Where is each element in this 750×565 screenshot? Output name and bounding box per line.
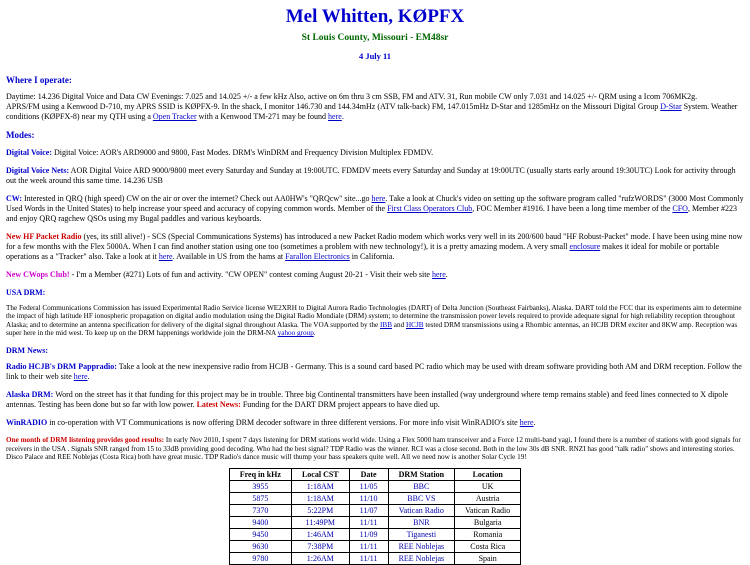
alaska-text-1: Word on the street has it that funding for this project may be in trouble. Three big Continental transmitters have been installed (way underground where temp remains stable) and feed lines connected to X dipole antennas. Testing has been done but so far with low power. (6, 390, 729, 410)
modes-heading: Modes: (6, 130, 35, 141)
cell-date: 11/09 (349, 528, 388, 540)
one-month-drm-paragraph (6, 436, 744, 462)
cell-station: Vatican Radio (388, 504, 455, 516)
hcjb-paragraph (6, 362, 744, 382)
page-title: Mel Whitten, KØPFX (285, 6, 465, 27)
one-month-drm-heading: One month of DRM listening provides good results: (6, 436, 165, 445)
usa-drm-heading: USA DRM: (6, 287, 46, 297)
cell-location: UK (455, 480, 521, 492)
winradio-heading: WinRADIO (6, 418, 48, 428)
page-root (0, 6, 750, 565)
cell-location: Costa Rica (455, 540, 521, 552)
cell-freq: 9630 (229, 540, 291, 552)
cwops-text-1: - I'm a Member (#271) Lots of fun and activity. "CW OPEN" contest coming August 20-21 - Visit their web site (69, 269, 432, 279)
modes-text: Digital Voice: AOR's ARD9000 and 9800, Fast Modes. DRM's WinDRM and Frequency Division Multiplex FDMDV. (54, 147, 434, 157)
cell-location: Vatican Radio (455, 504, 521, 516)
open-tracker-link[interactable]: Open Tracker (152, 112, 197, 122)
page-subtitle: St Louis County, Missouri - EM48sr (301, 33, 449, 43)
winradio-paragraph (6, 418, 744, 428)
table-header-row (229, 468, 520, 480)
cell-date: 11/07 (349, 504, 388, 516)
qrqcw-here-link[interactable]: here (371, 193, 386, 203)
cell-time: 1:46AM (291, 528, 349, 540)
column-local-cst: Local CST (291, 468, 349, 480)
enclosure-link[interactable]: enclosure (569, 241, 601, 251)
fcoc-link[interactable]: First Class Operators Club (387, 203, 473, 213)
cell-location: Spain (455, 552, 521, 564)
cwops-paragraph: New CWops Club! - I'm a Member (#271) Lots of fun and activity. "CW OPEN" contest coming August 20-21 - Visit their web site here. (6, 269, 448, 279)
column-date: Date (349, 468, 388, 480)
cw-text-4: , Member #223 and enjoy QRQ ragchew QSOs using my Bugal paddles and various keyboards. (6, 203, 738, 223)
cwops-heading: New CWops Club! (6, 269, 70, 279)
table-row (229, 528, 520, 540)
farallon-link[interactable]: Farallon Electronics (285, 251, 350, 261)
hf-packet-text-4: in California. (349, 251, 395, 261)
cell-station: BNR (388, 516, 455, 528)
table-row (229, 504, 520, 516)
usa-drm-text-2: and (391, 320, 406, 329)
usa-drm-text-3: tested DRM transmissions using a Rhombic antennas, an HCJB DRM exciter and 8KW amp. Reception was super here in the mid west. To keep up on the DRM happenings worldwide join the DRM-NA (6, 320, 738, 338)
article-body (0, 75, 750, 565)
table-row (229, 480, 520, 492)
usa-drm-paragraph (6, 304, 744, 339)
usa-drm-text-4: . (313, 329, 316, 338)
table-row (229, 540, 520, 552)
cell-station: BBC VS (388, 492, 455, 504)
usa-drm-text-1: The Federal Communications Commission has issued Experimental Radio Service license WE2XRH to Digital Aurora Radio Technologies (DART) of Delta Junction (Southeast Fairbanks), Alaska. DART told the FCC that its experiments aim to determine the impact of high latitude HF ionospheric propagation on digital audio modulation using the Digital Radio Mondiale (DRM) system; to determine the transmission power levels required to provide adequate signal for high reliability reception throughout Alaska; and to determine an antenna specification for delivery of the digital signal throughout Alaska. The VOA supported by the (6, 303, 742, 329)
cell-time: 1:18AM (291, 480, 349, 492)
table-row (229, 492, 520, 504)
hcjb-here-link[interactable]: here (73, 372, 88, 382)
cell-station: REE Noblejas (388, 552, 455, 564)
dstar-link[interactable]: D-Star (660, 102, 682, 112)
where-i-operate-heading: Where I operate: (6, 75, 72, 85)
cell-station: BBC (388, 480, 455, 492)
cell-freq: 9780 (229, 552, 291, 564)
cell-time: 1:26AM (291, 552, 349, 564)
weather-here-link[interactable]: here (328, 112, 342, 122)
cell-freq: 7370 (229, 504, 291, 516)
cell-date: 11/11 (349, 552, 388, 564)
hcjb-text-2: . (87, 372, 90, 382)
aprs-text-part3: with a Kenwood TM-271 may be found (196, 112, 329, 122)
hf-packet-paragraph (6, 232, 744, 262)
column-freq-khz: Freq in kHz (229, 468, 291, 480)
cell-time: 5:22PM (291, 504, 349, 516)
cw-paragraph (6, 194, 744, 224)
cell-freq: 5875 (229, 492, 291, 504)
column-drm-station: DRM Station (388, 468, 455, 480)
cell-location: Austria (455, 492, 521, 504)
cwops-here-link[interactable]: here (431, 269, 446, 279)
table-row (229, 516, 520, 528)
cell-freq: 9400 (229, 516, 291, 528)
column-location: Location (455, 468, 521, 480)
cell-station: Tiganesti (388, 528, 455, 540)
cw-text-2: . Take a look at Chuck's video on setting up the software program called "rufzWORDS" (3000 Most Commonly Used Words in the United States) to help increase your speed and accuracy of copying common words. Member of the (6, 193, 744, 213)
alaska-text-2: Funding for the DART DRM project appears to have died up. (240, 400, 440, 410)
hf-packet-text-2: makes it ideal for mobile or portable operations as a "Tracker" also. Take a look at it (6, 241, 720, 261)
daytime-text: Daytime: 14.236 Digital Voice and Data CW Evenings: 7.025 and 14.025 +/- a few kHz Also, active on 6m thru 3 cm SSB, FM and ATV. 31, Run mobile CW only 7.031 and 14.025 +/- QRM using a Icom 706MK2g. (6, 92, 698, 102)
hf-packet-here-link[interactable]: here (158, 251, 173, 261)
hcjb-text-1: Take a look at the new inexpensive radio from HCJB - Germany. This is a sound card based PC radio which may be used with dream software providing both AM and DRM reception. Follow the link to their web site (6, 362, 742, 382)
dv-nets-paragraph (6, 166, 744, 186)
cell-location: Romania (455, 528, 521, 540)
dv-nets-heading: Digital Voice Nets: (6, 165, 70, 175)
cw-heading: CW: (6, 193, 22, 203)
where-i-operate-paragraph: Daytime: 14.236 Digital Voice and Data CW Evenings: 7.025 and 14.025 +/- a few kHz Also, active on 6m thru 3 cm SSB, FM and ATV. 31, Run mobile CW only 7.031 and 14.025 +/- QRM using a Icom 706MK2g. APRS/FM using a Kenwood D-710, my APRS SSID is KØPFX-9. In the shack, I monitor 146.730 and 144.34mHz (ATV talk-back) FM, 147.015mHz D-Star and 1285mHz on the Missouri Digital Group D-Star System. Weather conditions (KØPFX-8) near my QTH using a Open Tracker with a Kenwood TM-271 may be found here. (6, 92, 738, 122)
drm-news-heading: DRM News: (6, 346, 48, 356)
winradio-text-1: in co-operation with VT Communications is now offering DRM decoder software in three different versions. For more info visit WinRADIO's site (47, 418, 520, 428)
cell-time: 1:18AM (291, 492, 349, 504)
one-month-drm-text: In early Nov 2010, I spent 7 days listening for DRM stations world wide. Using a Flex 5000 ham transceiver and a Force 12 multi-band yagi, I found there is a number of stations with good signals for receivers in the USA . Signals SNR ranged from 15 to 33dB providing good decoding. Who had the best signal? TDP Radio was the winner. RCI was a close second. Both in the low 30s dB SNR. RNZI has good "talk radio" shows and interesting stories. Disco Palace and REE Noblejas (Costa Rica) both have great music. TDP Radio's dance music will thump your bass speakers quite well. All we need now is another Solar Cycle 19! (6, 436, 741, 462)
page-date: 4 July 11 (358, 51, 392, 61)
cell-time: 11:49PM (291, 516, 349, 528)
hf-packet-text-3: . Available in US from the hams at (172, 251, 286, 261)
hcjb-link[interactable]: HCJB (405, 320, 424, 329)
hf-packet-text-1: (yes, its still alive!) - SCS (Special Communications Systems) has introduced a new Packet Radio modem which works very well in its 200/600 baud "HF Robust-Packet" mode. I have been using mine now for a few months with the Flex 5000A. When I can find another station using one too (sometimes a problem with new technology!), it is a pretty amazing modem. A very small (6, 231, 743, 251)
alaska-drm-paragraph (6, 390, 744, 410)
digital-voice-label: Digital Voice: (6, 147, 52, 157)
cell-time: 7:38PM (291, 540, 349, 552)
winradio-text-2: . (533, 418, 536, 428)
alaska-drm-heading: Alaska DRM: (6, 390, 54, 400)
cell-date: 11/10 (349, 492, 388, 504)
ibb-link[interactable]: IBB (380, 320, 392, 329)
cell-station: REE Noblejas (388, 540, 455, 552)
modes-paragraph (6, 148, 744, 158)
hcjb-pappradio-heading: Radio HCJB's DRM Pappradio: (6, 362, 117, 372)
cell-date: 11/05 (349, 480, 388, 492)
cell-location: Bulgaria (455, 516, 521, 528)
table-row (229, 552, 520, 564)
alaska-latest-news-label: Latest News: (196, 400, 241, 410)
aprs-text-part1: APRS/FM using a Kenwood D-710, my APRS SSID is KØPFX-9. In the shack, I monitor 146.730 and 144.34mHz (ATV talk-back) FM, 147.015mHz D-Star and 1285mHz on the Missouri Digital Group (6, 102, 661, 112)
cell-date: 11/11 (349, 540, 388, 552)
cfo-link[interactable]: CFO (672, 203, 688, 213)
hf-packet-heading: New HF Packet Radio (6, 231, 82, 241)
cell-date: 11/11 (349, 516, 388, 528)
cw-text-1: Interested in QRQ (high speed) CW on the air or over the internet? Check out AA0HW's "QRQcw" site...go (22, 193, 372, 203)
cell-freq: 9450 (229, 528, 291, 540)
aprs-text-part2: System. Weather conditions (KØPFX-8) near my QTH using a (6, 102, 738, 122)
dv-nets-text: AOR Digital Voice ARD 9000/9800 meet every Saturday and Sunday at 19:00UTC. FDMDV meets every Saturday and Sunday at 19:00UTC (usually starts early around 19:30UTC) Look for activity through out the week around this same time. 14.236 USB (6, 165, 736, 185)
cell-freq: 3955 (229, 480, 291, 492)
winradio-here-link[interactable]: here (519, 418, 534, 428)
cw-text-3: , FOC Member #1916. I have been a long time member of the (472, 203, 673, 213)
drm-na-yahoo-group-link[interactable]: yahoo group (277, 329, 314, 338)
